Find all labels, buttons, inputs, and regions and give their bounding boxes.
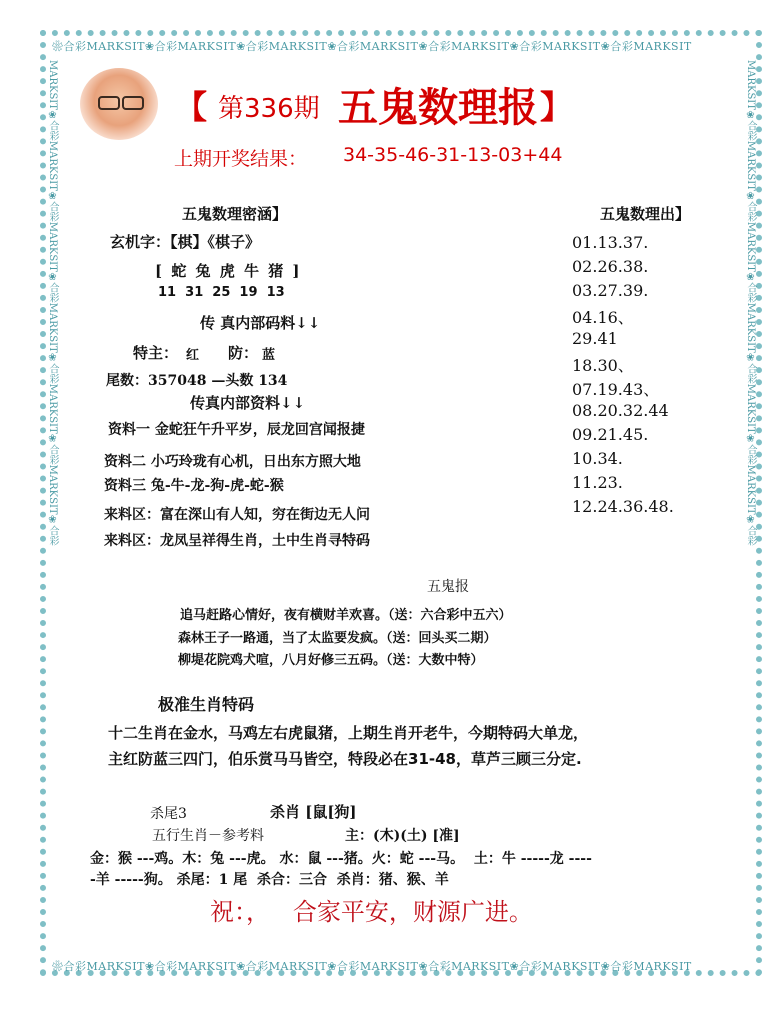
avatar: [80, 68, 158, 140]
number-item: 02.26.38.: [572, 257, 649, 276]
number-item: 10.34.: [572, 449, 623, 468]
wish-text: 祝：， 合家平安，财源广进。: [210, 898, 533, 926]
number-item: 18.30、: [572, 356, 634, 375]
fax-heading-2: 传真内部资料↓↓: [190, 394, 306, 412]
left-heading: 五鬼数理密涵】: [182, 205, 288, 223]
tail-numbers: 尾数：357048 —头数 134: [106, 373, 288, 389]
page-title: 五鬼数理报: [338, 84, 538, 131]
bracket-close: 】: [540, 88, 573, 126]
right-heading: 五鬼数理出】: [600, 205, 691, 223]
five-elements: 五行生肖－参考料: [152, 828, 264, 844]
element-row-1: 金：猴 ---鸡。木：兔 ---虎。 水：鼠 ---猪。火：蛇 ---马。 土：牛 -----龙 ----: [90, 851, 592, 867]
special-line-2: 主红防蓝三四门，伯乐赏马马皆空，特段必在31-48，草芦三顾三分定.: [108, 750, 582, 768]
number-item: 11.23.: [572, 473, 623, 492]
defend-label: 防：: [228, 344, 259, 362]
special-main: 红: [186, 348, 200, 363]
zodiac-numbers: 11 31 25 19 13: [158, 285, 285, 300]
fax-heading-1: 传 真内部码料↓↓: [200, 314, 321, 332]
poem-title: 五鬼报: [427, 579, 469, 595]
info-3: 资料三 兔-牛-龙-狗-虎-蛇-猴: [104, 478, 284, 494]
number-list: [572, 233, 674, 521]
poem-line-1: 追马赶路心情好，夜有横财羊欢喜。（送：六合彩中五六）: [180, 608, 512, 623]
number-item: 03.27.39.: [572, 281, 649, 300]
special-line-1: 十二生肖在金水，马鸡左右虎鼠猪，上期生肖开老牛，今期特码大单龙，: [108, 724, 589, 742]
bracket-open: 【: [175, 88, 208, 126]
special-title: 极准生肖特码: [158, 695, 255, 714]
watermark-bottom: ❀合彩MARKSIT❀合彩MARKSIT❀合彩MARKSIT❀合彩MARKSIT❀合彩MARKSIT❀合彩MARKSIT❀合彩MARKSIT: [52, 960, 692, 973]
number-item: 09.21.45.: [572, 425, 649, 444]
mystery-word: 玄机字：【棋】《棋子》: [110, 233, 261, 251]
special-main-label: 特主：: [133, 344, 179, 362]
kill-zodiac: 杀肖 [鼠[狗]: [270, 803, 357, 821]
source-2: 来料区：龙凤呈祥得生肖，土中生肖寻特码: [104, 533, 370, 549]
number-item: 29.41: [572, 329, 618, 348]
watermark-right: MARKSIT❀合彩MARKSIT❀合彩MARKSIT❀合彩MARKSIT❀合彩MARKSIT❀合彩MARKSIT❀合彩: [745, 60, 756, 546]
main-elements: 主：(木)(土) [准]: [345, 828, 460, 844]
watermark-top: ❀合彩MARKSIT❀合彩MARKSIT❀合彩MARKSIT❀合彩MARKSIT❀合彩MARKSIT❀合彩MARKSIT❀合彩MARKSIT: [52, 40, 692, 53]
info-2: 资料二 小巧玲珑有心机，日出东方照大地: [104, 454, 361, 470]
source-1: 来料区：富在深山有人知，穷在街边无人问: [104, 507, 370, 523]
number-item: 01.13.37.: [572, 233, 649, 252]
poem-line-2: 森林王子一路通，当了太监要发疯。（送：回头买二期）: [178, 631, 497, 646]
last-result-label: 上期开奖结果：: [174, 148, 308, 170]
kill-tail: 杀尾3: [150, 806, 187, 822]
number-item: 04.16、: [572, 308, 634, 327]
watermark-left: MARKSIT❀合彩MARKSIT❀合彩MARKSIT❀合彩MARKSIT❀合彩MARKSIT❀合彩MARKSIT❀合彩: [47, 60, 58, 546]
info-1: 资料一 金蛇狂午升平岁，辰龙回宫闻报捷: [108, 422, 365, 438]
last-result: 34-35-46-31-13-03+44: [343, 144, 563, 166]
poem-line-3: 柳堤花院鸡犬喧，八月好修三五码。（送：大数中特）: [178, 653, 484, 668]
issue-number: 第336期: [218, 94, 320, 124]
number-item: 12.24.36.48.: [572, 497, 674, 516]
number-item: 08.20.32.44: [572, 401, 669, 420]
element-row-2: -羊 -----狗。 杀尾：1 尾 杀合：三合 杀肖：猪、猴、羊: [90, 872, 449, 888]
zodiac-line: [ 蛇 兔 虎 牛 猪 ]: [155, 262, 302, 280]
number-item: 07.19.43、: [572, 380, 660, 399]
defend-value: 蓝: [262, 348, 276, 363]
